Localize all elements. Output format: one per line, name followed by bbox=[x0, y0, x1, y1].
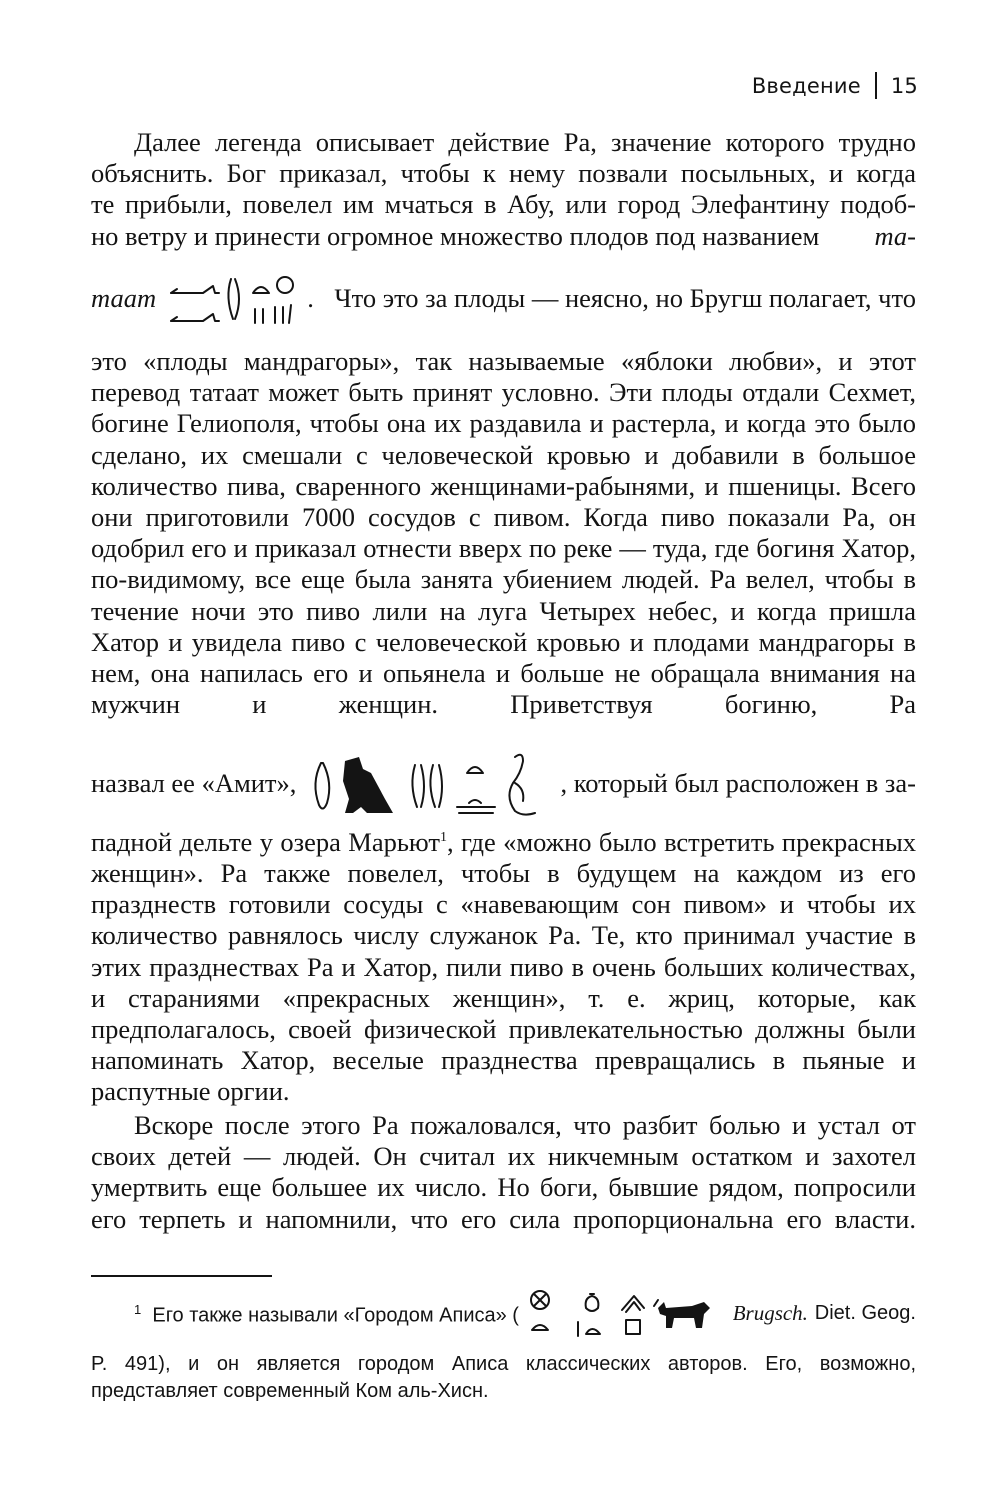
p1-line-4-text: но ветру и принести огромное множество плодов под названием bbox=[91, 220, 820, 251]
page-number: 15 bbox=[890, 73, 918, 98]
bread-glyph bbox=[253, 287, 269, 293]
hieroglyph-group-apis bbox=[526, 1288, 726, 1338]
hieroglyph-line-2-after: , который был расположен в за- bbox=[560, 768, 916, 799]
paragraph-2-text: это «плоды мандрагоры», так называемые «яблоки любви», и этот перевод татаат может быть принят условно. Эти плоды отдали Сехмет, богине Гелиополя, чтобы она их раздавила и растерла, и когда это было сделано, их смешали с человеческой кровью и добавили в большое количество пива, сваренного женщинами-рабынями, и пшеницы. Всего они приготовили 7000 сосудов с пивом. Когда пиво показали Ра, он одобрил его и приказал отнести вверх по реке — туда, где богиня Хатор, по-видимому, все еще была занята убиением людей. Ра велел, чтобы в течение ночи это пиво лили на луга Четырех небес, и когда пришла Хатор и увидела пиво с человеческой кровью и плодами мандрагоры в нем, она напилась его и опьянела и больше не обращала внимания на мужчин и женщин. Приветствуя богиню, Ра bbox=[91, 346, 916, 720]
paragraph-2 bbox=[91, 346, 916, 720]
paragraph-3-text bbox=[91, 822, 916, 1108]
footnote-source: Diet. Geog. bbox=[814, 1301, 916, 1324]
bread-glyph bbox=[467, 767, 483, 773]
hieroglyph-group-tataat bbox=[163, 269, 303, 329]
word-taat: таат bbox=[91, 283, 157, 314]
p1-line-1: Далее легенда описывает действие Ра, значение которого трудно bbox=[134, 127, 916, 157]
reed-leaf-glyph bbox=[316, 763, 330, 809]
footnote-author: Brugsch. bbox=[732, 1300, 808, 1325]
bull-glyph bbox=[654, 1300, 710, 1328]
section-title: Введение bbox=[751, 73, 861, 98]
tongs-glyph-upper bbox=[171, 286, 219, 293]
plural-strokes-glyph bbox=[255, 305, 291, 323]
footnote-marker: 1 bbox=[134, 1302, 142, 1318]
period: . bbox=[307, 283, 314, 314]
hieroglyph-line-2 bbox=[91, 742, 916, 826]
header-separator bbox=[875, 72, 877, 99]
circle-glyph bbox=[277, 277, 293, 293]
footnote-reference[interactable]: 1 bbox=[439, 830, 447, 845]
hieroglyph-line-1-text: Что это за плоды — неясно, но Бругш полагает, что bbox=[334, 283, 916, 314]
box-glyph bbox=[626, 1320, 640, 1334]
p1-line-2: объяснить. Бог приказал, чтобы к нему позвали посыльных, и когда bbox=[91, 158, 916, 189]
tongs-glyph-lower bbox=[171, 314, 219, 321]
footnote bbox=[91, 1287, 916, 1405]
p1-line-4 bbox=[91, 221, 916, 252]
p1-line-3: те прибыли, повелел им мчаться в Абу, или город Элефантину подоб- bbox=[91, 189, 916, 220]
bread-glyph bbox=[532, 1325, 548, 1330]
paragraph-3 bbox=[91, 822, 916, 1108]
footnote-rest: P. 491), и он является городом Аписа классических авторов. Его, возможно, представляет современный Ком аль-Хисн. bbox=[91, 1353, 916, 1402]
bread-glyph-2 bbox=[586, 1329, 600, 1334]
cobra-glyph bbox=[510, 755, 536, 815]
paragraph-1-text bbox=[91, 127, 916, 252]
footnote-text-before: Его также называли «Городом Аписа» ( bbox=[152, 1304, 519, 1327]
paragraph-3-part-a: падной дельте у озера Марьют bbox=[91, 826, 440, 857]
double-reed-glyph bbox=[413, 765, 443, 807]
reed-glyph bbox=[228, 279, 239, 319]
hieroglyph-group-amit bbox=[309, 743, 547, 825]
hieroglyph-line-1 bbox=[91, 268, 916, 330]
paragraph-4 bbox=[91, 1110, 916, 1235]
land-glyph bbox=[457, 800, 495, 813]
city-glyph bbox=[531, 1291, 549, 1309]
paragraph-3-part-b: , где «можно было встретить прекрасных женщин». Ра также повелел, чтобы в будущем на каждом из его празднеств готовили сосуды с «навевающим сон пивом» и чтобы их количество равнялось числу служанок Ра. Те, кто принимал участие в этих празднествах Ра и Хатор, пили пиво в очень больших количествах, и стараниями «прекрасных женщин», т. е. жриц, которые, как предполагалось, своей физической привлекательностью должны были напоминать Хатор, веселые празднества превращались в пьяные и распутные оргии. bbox=[91, 826, 917, 1107]
footnote-rule bbox=[91, 1275, 272, 1277]
pot-glyph bbox=[585, 1294, 598, 1311]
hieroglyph-line-2-before: назвал ее «Амит», bbox=[91, 768, 297, 799]
paragraph-1 bbox=[91, 127, 916, 252]
roof-glyph bbox=[622, 1296, 644, 1312]
paragraph-4-text: Вскоре после этого Ра пожаловался, что разбит болью и устал от своих детей — людей. Он считал их никчемным остатком и захотел умертвить еще большее их число. Но боги, бывшие рядом, попросили его терпеть и напомнили, что его сила пропорциональна его власти. bbox=[91, 1110, 916, 1234]
running-header bbox=[752, 72, 918, 99]
p1-italic-hyphen: та- bbox=[874, 220, 916, 251]
owl-glyph bbox=[343, 757, 393, 813]
